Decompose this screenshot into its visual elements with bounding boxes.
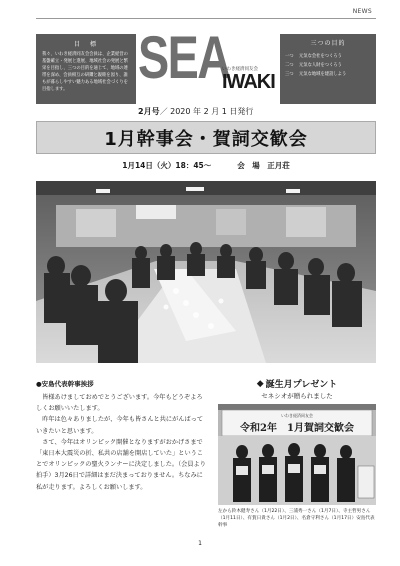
headline-title: 1月幹事会・賀詞交歓会 [104,128,308,150]
article-paragraph: 皆様あけましておめでとうございます。今年もどうぞよろしくお願いいたします。 [36,394,203,413]
greeting-article [36,379,208,493]
page-number: 1 [198,540,202,547]
three-purposes-box [280,34,376,104]
purpose-item [285,52,371,61]
goals-box [36,34,136,104]
event-dateline [36,160,376,171]
banquet-photo [36,181,376,363]
purpose-item [285,70,371,79]
event-datetime: 1月14日（火）18：45～ [122,161,212,170]
top-rule [36,18,376,19]
masthead-logo [138,24,276,102]
photo-banner-small: いわき経済同友会 [281,413,313,418]
three-purposes-title: 三つの目的 [310,40,346,47]
logo-sea: SEA [138,24,230,91]
purpose-text: 元気な人財をつくろう [299,63,342,68]
birthday-title: 誕生月プレゼント [265,380,338,390]
news-tag: NEWS [352,8,372,15]
diamond-icon: ◆ [256,378,264,389]
purpose-text: 元気な会社をつくろう [299,54,342,59]
logo-iwaki: IWAKI [222,71,275,93]
article-paragraph: 昨年は色々ありましたが、今年も皆さんと共にがんばっていきたいと思います。 [36,416,204,435]
logo-org-name: いわき経済同友会 [222,67,258,72]
issue-date: ／ 2020 年 2 月 1 日発行 [159,107,254,116]
goals-body: 我々、いわき経済同友会会員は、企業経営の基盤確立・発展と進展、地域社会の発展と繁栄を目指し、三つの目的を通じて、地域の連帯を深め、会員相互の研鑽と親睦を図り、誰もが暮らしやすい魅力ある地域社会づくりを目指します。 [42,52,128,92]
purpose-item [285,61,371,70]
birthday-section [218,377,376,529]
group-photo [218,404,376,505]
purpose-text: 元気な地域を建設しよう [299,72,347,77]
issue-line [138,106,253,117]
article-paragraph: さて、今年はオリンピック開催となりますがおかげさまで「東日本大震災の折、私共の店舗を開店していた」ということでオリンピックの聖火ランナーに決定しました。（会員より拍手）3月26日で詳細はまだ決まっておりません。ちなみに私が走ります。よろしくお願いします。 [36,438,206,491]
issue-label: 2月号 [138,107,160,116]
photo-banner-text: 令和2年 1月賀詞交歓会 [240,423,354,434]
goals-title: 目 標 [73,41,98,48]
birthday-photo [218,404,376,505]
article-heading: ●安島代表幹事挨拶 [36,380,94,388]
birthday-subtitle: セネシオが贈られました [261,392,333,400]
event-venue: 会 場 正月荘 [237,161,290,170]
birthday-heading [218,377,376,390]
main-photo [36,181,376,363]
headline-banner [36,121,376,154]
purpose-num: 一つ [285,54,294,59]
purpose-num: 三つ [285,72,294,77]
purpose-num: 二つ [285,63,294,68]
birthday-caption: 左から鈴木健寿さん（1月22日）、三浦秀一さん（1月7日）、寺主哲男さん（1月11日）、有賀日貴さん（1月2日）、名倉守利さん（1月17日）安島代表幹事 [218,509,375,528]
